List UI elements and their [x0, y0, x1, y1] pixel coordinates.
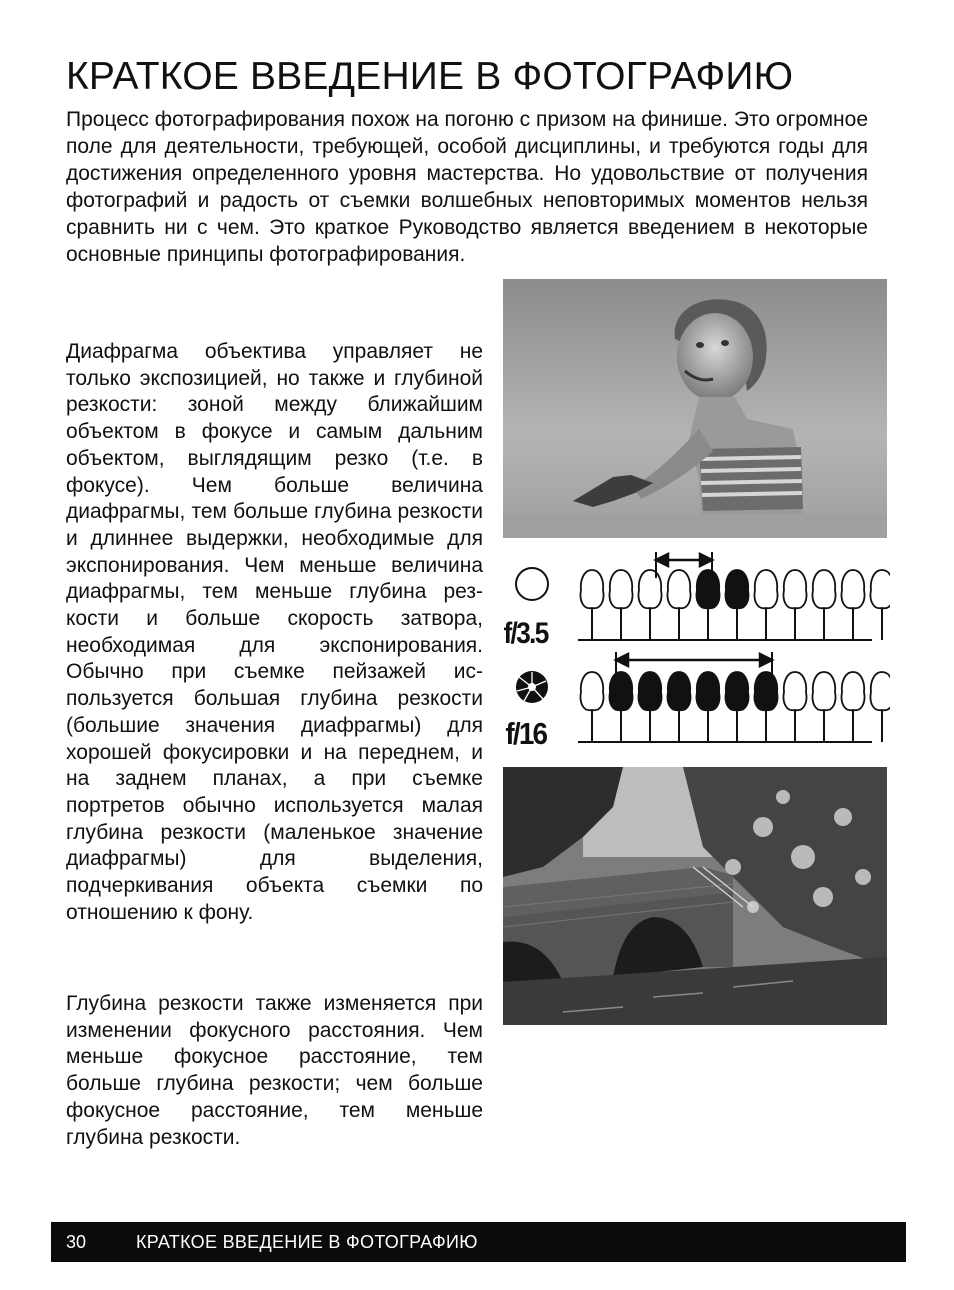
tree-blurred — [841, 570, 864, 640]
tree-sharp — [725, 672, 748, 742]
tree-row-narrow — [578, 672, 890, 742]
tree-blurred — [783, 672, 806, 742]
tree-sharp — [696, 570, 719, 640]
tree-blurred — [841, 672, 864, 742]
tree-sharp — [696, 672, 719, 742]
narrow-aperture-icon — [516, 671, 548, 703]
tree-blurred — [812, 672, 835, 742]
depth-of-field-diagram — [500, 548, 890, 758]
tree-sharp — [667, 672, 690, 742]
wide-aperture-icon — [516, 568, 548, 600]
tree-blurred — [870, 672, 890, 742]
page-title: КРАТКОЕ ВВЕДЕНИЕ В ФОТОГРАФИЮ — [66, 55, 794, 98]
page-number: 30 — [66, 1232, 87, 1252]
aperture-paragraph: Диафрагма объектива управляет не только экспозицией, но также и глубиной резкости: зоной между ближайшим объектом в фокусе и самым дальним объектом, выглядящим резко (т.е. в фокусе). Чем больше величина диафрагмы, тем больше глубина резкости и длиннее выдержки, необходимые для экспонирования. Чем меньше величина диафрагмы, тем меньше глубина резкости и больше скорость затвора, необходимая для экспонирования. Обычно при съемке пейзажей используется большая глубина резкости (большие значения диафрагмы) для хорошей фокусировки и на переднем, и на заднем планах, а при съемке портретов обычно используется малая глубина резкости (маленькое значение диафрагмы) для выделения, подчеркивания объекта съемки по отношению к фону. — [66, 340, 483, 924]
tree-sharp — [638, 672, 661, 742]
tree-blurred — [580, 570, 603, 640]
tree-blurred — [667, 570, 690, 640]
tree-blurred — [609, 570, 632, 640]
narrow-aperture-label: f/16 — [505, 716, 547, 752]
child-photo — [503, 279, 887, 538]
bridge-photo — [503, 767, 887, 1025]
tree-row-wide — [578, 570, 890, 640]
tree-blurred — [754, 570, 777, 640]
sharp-range-arrow-narrow — [616, 652, 772, 678]
tree-blurred — [638, 570, 661, 640]
tree-sharp — [725, 570, 748, 640]
tree-blurred — [783, 570, 806, 640]
tree-blurred — [812, 570, 835, 640]
tree-sharp — [754, 672, 777, 742]
tree-blurred — [870, 570, 890, 640]
intro-paragraph: Процесс фотографирования похож на погоню с призом на финише. Это огромное поле для деятельности, требующей, особой дисциплины, и требуются годы для достижения определенного уровня мастерства. Но удовольствие от получения фотографий и радость от съемки волшебных неповторимых моментов нельзя сравнить ни с чем. Это краткое Руководство является введением в некоторые основные принципы фотографирования. — [66, 108, 868, 266]
wide-aperture-label: f/3.5 — [503, 615, 548, 650]
tree-blurred — [580, 672, 603, 742]
page-footer — [51, 1222, 906, 1262]
focal-length-paragraph: Глубина резкости также изменяется при изменении фокусного расстояния. Чем меньше фокусное расстояние, тем больше глубина резкости; чем больше фокусное расстояние, тем меньше глубина резкости. — [66, 992, 483, 1149]
footer-title: КРАТКОЕ ВВЕДЕНИЕ В ФОТОГРАФИЮ — [136, 1232, 478, 1252]
tree-sharp — [609, 672, 632, 742]
